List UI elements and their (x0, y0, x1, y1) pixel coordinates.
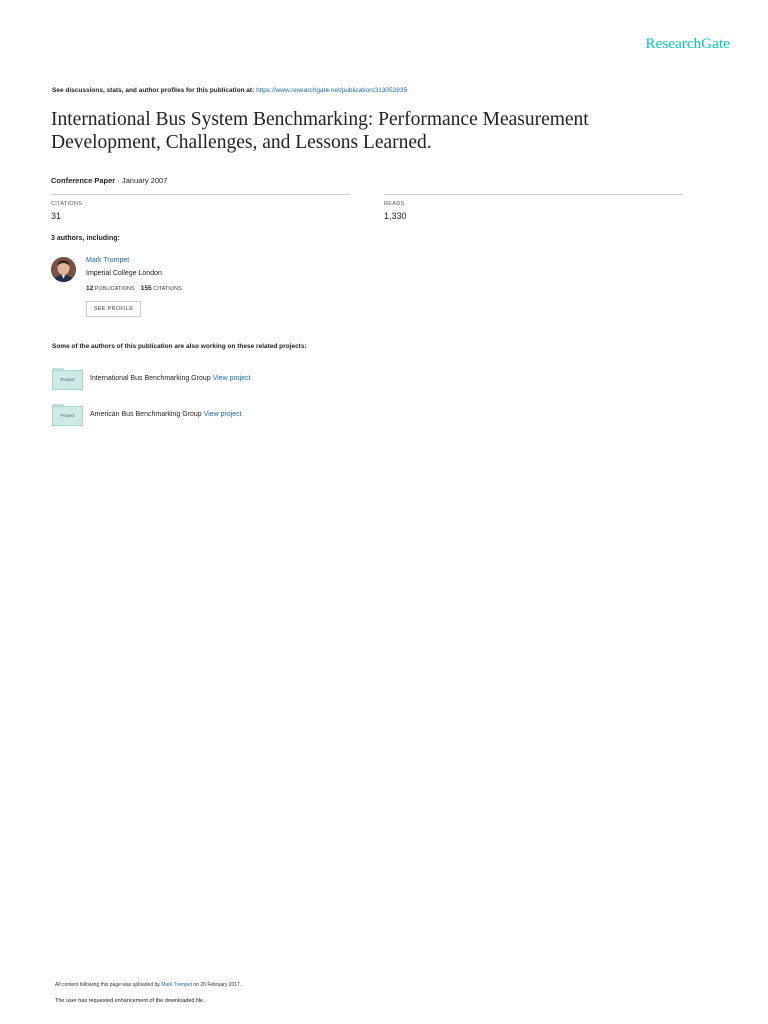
paper-title (51, 108, 731, 154)
author-avatar[interactable] (51, 257, 76, 282)
view-project-link[interactable]: View project (212, 375, 251, 382)
discussion-notice (52, 87, 407, 94)
uploader-link[interactable]: Mark Trompet (161, 982, 193, 988)
upload-notice (55, 982, 241, 988)
upload-notice-prefix: All content following this page was uploaded by (55, 982, 160, 988)
enhancement-notice: The user has requested enhancement of the downloaded file. (55, 998, 205, 1004)
author-citations-label: CITATIONS (153, 286, 182, 292)
paper-type: Conference Paper (51, 176, 116, 185)
researchgate-logo[interactable]: ResearchGate (645, 36, 730, 52)
discussion-notice-text: See discussions, stats, and author profiles for this publication at: (52, 87, 255, 94)
project-name: American Bus Benchmarking Group (90, 411, 202, 418)
avatar-icon (51, 257, 76, 282)
author-name-link[interactable]: Mark Trompet (86, 257, 130, 264)
project-icon-label: Project (60, 377, 75, 382)
upload-notice-suffix: on 20 February 2017. (193, 982, 242, 988)
view-project-link[interactable]: View project (203, 411, 242, 418)
paper-meta (51, 176, 167, 185)
paper-title-line-2: Development, Challenges, and Lessons Learned. (51, 132, 432, 153)
reads-divider (384, 194, 683, 195)
paper-date: January 2007 (121, 176, 168, 185)
folder-icon (52, 368, 83, 390)
meta-separator: · (117, 176, 122, 185)
publication-url-link[interactable]: https://www.researchgate.net/publication/313052835 (256, 87, 408, 94)
citations-divider (51, 194, 351, 195)
paper-title-line-1: International Bus System Benchmarking: Performance Measurement (51, 109, 589, 130)
authors-heading: 3 authors, including: (51, 235, 120, 242)
author-publications-label: PUBLICATIONS (94, 286, 135, 292)
reads-count: 1,330 (384, 211, 407, 221)
reads-label: READS (384, 201, 405, 207)
project-icon-label: Project (60, 413, 75, 418)
project-entry (90, 375, 251, 382)
see-profile-button[interactable]: SEE PROFILE (86, 301, 141, 317)
citations-label: CITATIONS (51, 201, 83, 207)
project-name: International Bus Benchmarking Group (90, 375, 211, 382)
author-stats (86, 285, 182, 292)
author-citations-count: 155 (140, 285, 152, 292)
citations-count: 31 (51, 211, 62, 221)
author-institution: Imperial College London (86, 270, 162, 277)
related-projects-heading: Some of the authors of this publication are also working on these related projects: (52, 343, 307, 350)
folder-icon (52, 404, 83, 426)
project-entry (90, 411, 242, 418)
author-publications-count: 12 (86, 285, 94, 292)
